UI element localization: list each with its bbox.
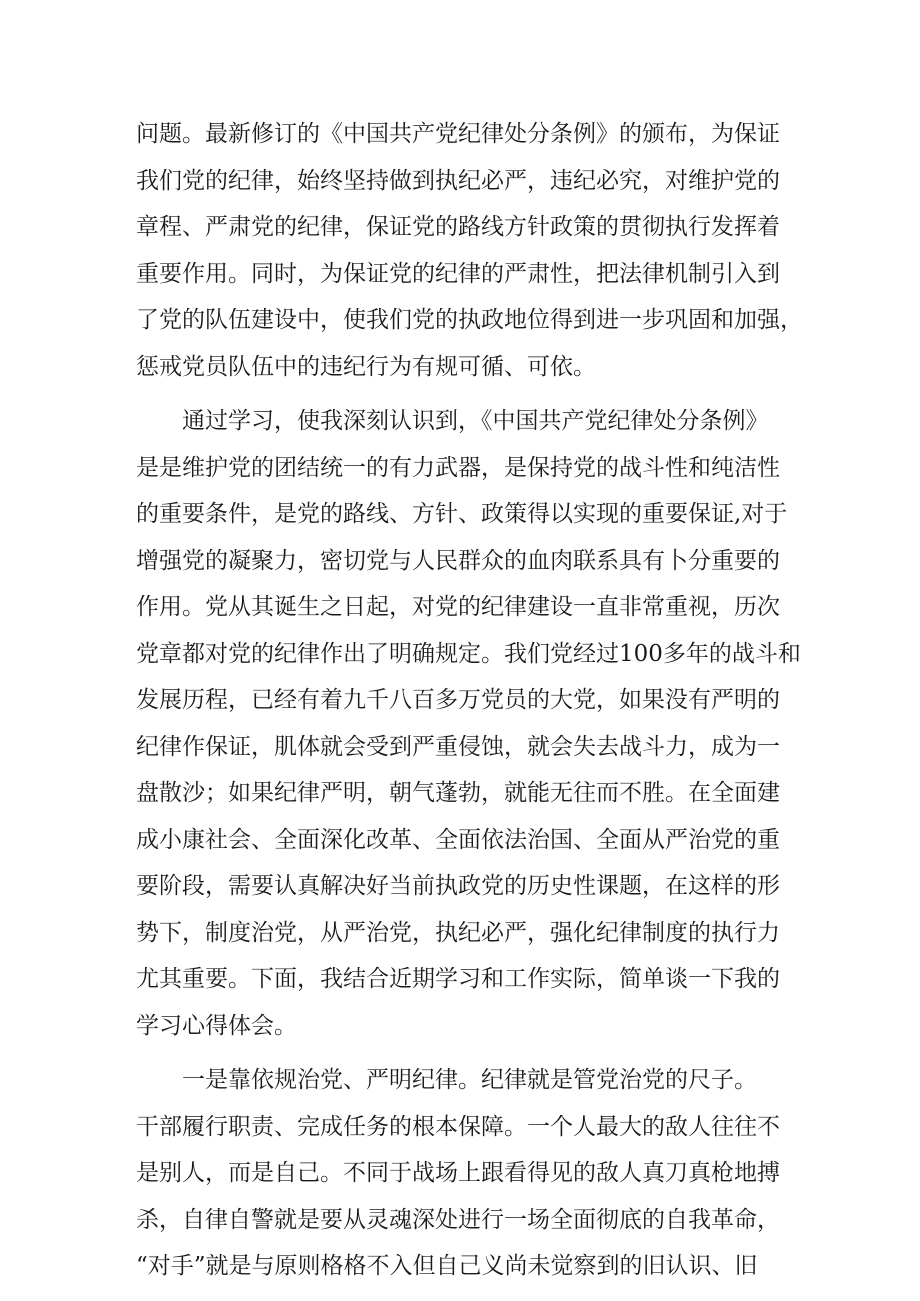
text-line: 通过学习，使我深刻认识到，《中国共产党纪律处分条例》 [182,408,769,434]
paragraph-2 [136,398,801,1049]
paragraph-1 [136,111,803,390]
text-line: 了党的队伍建设中，使我们党的执政地位得到进一步巩固和加强， [136,307,803,333]
text-line: 是是维护党的团结统一的有力武器，是保持党的战斗性和纯洁性 [136,454,780,481]
text-line: 增强党的凝聚力，密切党与人民群众的血肉联系具有卜分重要的 [136,547,780,574]
text-line: 我们党的纪律，始终坚持做到执纪必严，违纪必究，对维护党的 [136,167,780,194]
text-line: 重要作用。同时，为保证党的纪律的严肃性，把法律机制引入到 [136,260,780,287]
text-line: 学习心得体会。 [136,1012,297,1039]
text-line: 的重要条件，是党的路线、方针、政策得以实现的重要保证,对于 [136,501,788,527]
text-line: 成小康社会、全面深化改革、全面依法治国、全面从严治党的重 [136,826,780,853]
paragraph-3 [136,1057,796,1290]
text-line: 干部履行职责、完成任务的根本保障。一个人最大的敌人往往不 [136,1113,780,1140]
text-line: 尤其重要。下面，我结合近期学习和工作实际，简单谈一下我的 [136,966,780,992]
text-line: 章程、严肃党的纪律，保证党的路线方针政策的贯彻执行发挥着 [136,214,780,240]
paragraph-gap [136,1049,796,1057]
text-line: 势下，制度治党，从严治党，执纪必严，强化纪律制度的执行力 [136,919,780,946]
paragraph-gap [136,390,796,398]
text-line: 要阶段，需要认真解决好当前执政党的历史性课题，在这样的形 [136,873,780,899]
text-line: 发展历程，已经有着九千八百多万党员的大党，如果没有严明的 [136,687,780,713]
text-line: “对手”就是与原则格格不入但自己义尚未觉察到的旧认识、旧 [136,1253,758,1279]
text-line: 盘散沙；如果纪律严明，朝气蓬勃，就能无往而不胜。在全面建 [136,780,780,806]
text-line: 是别人，而是自己。不同于战场上跟看得见的敌人真刀真枪地搏 [136,1160,780,1186]
text-line: 惩戒党员队伍中的违纪行为有规可循、可依。 [136,353,596,380]
document-body [136,111,803,1290]
text-line: 问题。最新修订的《中国共产党纪律处分条例》的颁布，为保证 [136,121,780,147]
text-line: 作用。党从其诞生之日起，对党的纪律建设一直非常重视，历次 [136,594,780,620]
text-line: 杀，自律自警就是要从灵魂深处进行一场全面彻底的自我革命， [136,1206,780,1233]
text-line: 纪律作保证，肌体就会受到严重侵蚀，就会失去战斗力，成为一 [136,733,780,760]
text-line: 党章都对党的纪律作出了明确规定。我们党经过100多年的战斗和 [136,640,801,667]
text-line: 一是靠依规治党、严明纪律。纪律就是管党治党的尺子。 [182,1067,757,1093]
